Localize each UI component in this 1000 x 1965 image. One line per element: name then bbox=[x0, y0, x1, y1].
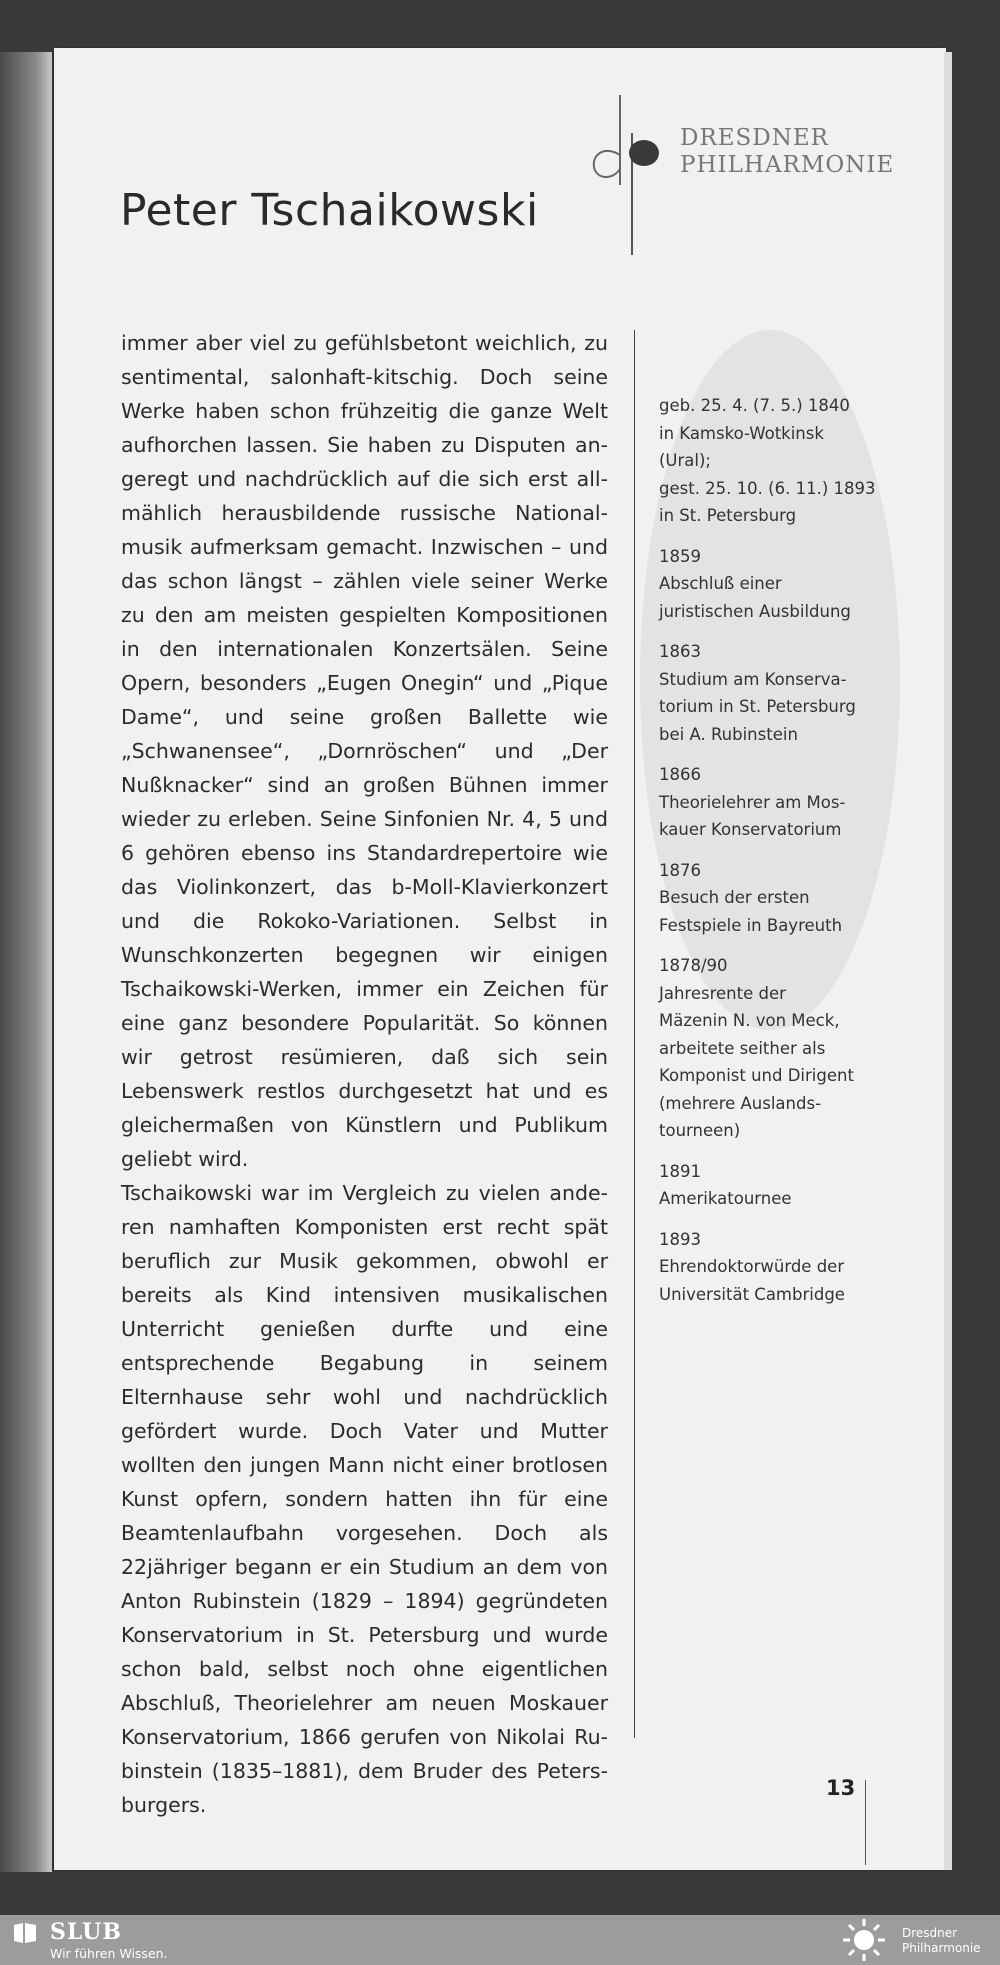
facing-page-edge bbox=[0, 52, 52, 1872]
timeline-text: Amerikatournee bbox=[659, 1189, 792, 1208]
slub-claim: Wir führen Wissen. bbox=[50, 1946, 168, 1961]
timeline-year: 1893 bbox=[659, 1229, 701, 1249]
dresdner-philharmonie-sun-icon bbox=[841, 1917, 887, 1963]
logo-line-1: DRESDNER bbox=[680, 125, 829, 151]
timeline-year: 1863 bbox=[659, 642, 701, 661]
dp-line-1: Dresdner bbox=[902, 1926, 958, 1940]
timeline-text: Abschluß einer juristischen Ausbildung bbox=[659, 574, 851, 621]
logo-wordmark bbox=[680, 125, 894, 179]
logo-mark-icon bbox=[586, 95, 666, 260]
column-divider bbox=[634, 330, 635, 1738]
dresdner-philharmonie-logo bbox=[586, 95, 895, 265]
timeline-entry bbox=[659, 857, 899, 940]
dresdner-philharmonie-footer-logo bbox=[902, 1926, 981, 1956]
page-number-rule bbox=[865, 1780, 866, 1865]
slub-book-icon bbox=[12, 1922, 38, 1944]
timeline-text: Jahresrente der Mäzenin N. von Meck, arbeitete seither als Komponist und Dirigent (mehrere Auslands- tourneen) bbox=[659, 983, 854, 1140]
page-title: Peter Tschaikowski bbox=[120, 185, 539, 236]
timeline-text: Theorielehrer am Mos- kauer Konservatorium bbox=[659, 792, 846, 839]
biography-sidebar bbox=[659, 392, 899, 1321]
dp-line-2: Philharmonie bbox=[902, 1941, 981, 1955]
timeline-year: 1891 bbox=[659, 1161, 701, 1181]
timeline-year: 1859 bbox=[659, 546, 701, 566]
main-text-column bbox=[121, 326, 608, 1822]
page-number: 13 bbox=[826, 1776, 856, 1800]
timeline-entry bbox=[659, 638, 899, 748]
birth-death-entry bbox=[659, 392, 899, 530]
timeline-year: 1876 bbox=[659, 860, 701, 880]
timeline-text: Besuch der ersten Festspiele in Bayreuth bbox=[659, 888, 843, 935]
timeline-entry bbox=[659, 543, 899, 626]
timeline-entry bbox=[659, 1158, 899, 1213]
slub-logo-text: SLUB bbox=[50, 1919, 122, 1945]
timeline-entry bbox=[659, 952, 899, 1145]
timeline-text: Studium am Konserva- torium in St. Petersburg bei A. Rubinstein bbox=[659, 669, 856, 744]
timeline-entry bbox=[659, 1226, 899, 1309]
timeline-text: Ehrendoktorwürde der Universität Cambridge bbox=[659, 1257, 845, 1304]
logo-line-2: PHILHARMONIE bbox=[680, 152, 895, 178]
birth-death-text: geb. 25. 4. (7. 5.) 1840 in Kamsko-Wotkinsk (Ural); gest. 25. 10. (6. 11.) 1893 in St. Petersburg bbox=[659, 396, 876, 525]
timeline-year: 1866 bbox=[659, 765, 701, 784]
paragraph: immer aber viel zu gefühlsbetont weichlich, zu sentimental, salonhaft-kitschig. Doch seine Werke haben schon frühzeitig die ganze Welt aufhorchen lassen. Sie haben zu Disputen angeregt und nachdrücklich auf die sich erst allmählich herausbildende russische Nationalmusik aufmerksam gemacht. Inzwischen – und das schon längst – zählen viele seiner Werke zu den am meisten gespielten Kompositionen in den internationalen Konzertsälen. Seine Opern, besonders „Eugen Onegin“ und „Pique Dame“, und seine großen Ballette wie „Schwanensee“, „Dornröschen“ und „Der Nußknacker“ sind an großen Bühnen immer wieder zu erleben. Seine Sinfonien Nr. 4, 5 und 6 gehören ebenso ins Standardrepertoire wie das Violinkonzert, das b-Moll-Klavierkonzert und die Rokoko-Variationen. Selbst in Wunschkonzerten begegnen wir einigen Tschaikowski-Werken, immer ein Zeichen für eine ganz besondere Popularität. So können wir getrost resümieren, daß sich sein Lebenswerk restlos durchgesetzt hat und es gleichermaßen von Künstlern und Publikum geliebt wird. bbox=[121, 331, 608, 1171]
page-edge bbox=[944, 52, 952, 1870]
timeline-year: 1878/90 bbox=[659, 956, 728, 975]
timeline-entry bbox=[659, 761, 899, 844]
paragraph: Tschaikowski war im Vergleich zu vielen anderen namhaften Komponisten erst recht spät beruflich zur Musik gekommen, obwohl er bereits als Kind intensiven musikalischen Unterricht genießen durfte und eine entsprechende Begabung in seinem Elternhause sehr wohl und nachdrücklich gefördert wurde. Doch Vater und Mutter wollten den jungen Mann nicht einer brotlosen Kunst opfern, sondern hatten ihn für eine Beamtenlaufbahn vorgesehen. Doch als 22jähriger begann er ein Studium an dem von Anton Rubinstein (1829 – 1894) gegründeten Konservatorium in St. Petersburg und wurde schon bald, selbst noch ohne eigentlichen Abschluß, Theorielehrer am neuen Moskauer Konservatorium, 1866 gerufen von Nikolai Rubinstein (1835–1881), dem Bruder des Petersburgers. bbox=[121, 1181, 608, 1817]
